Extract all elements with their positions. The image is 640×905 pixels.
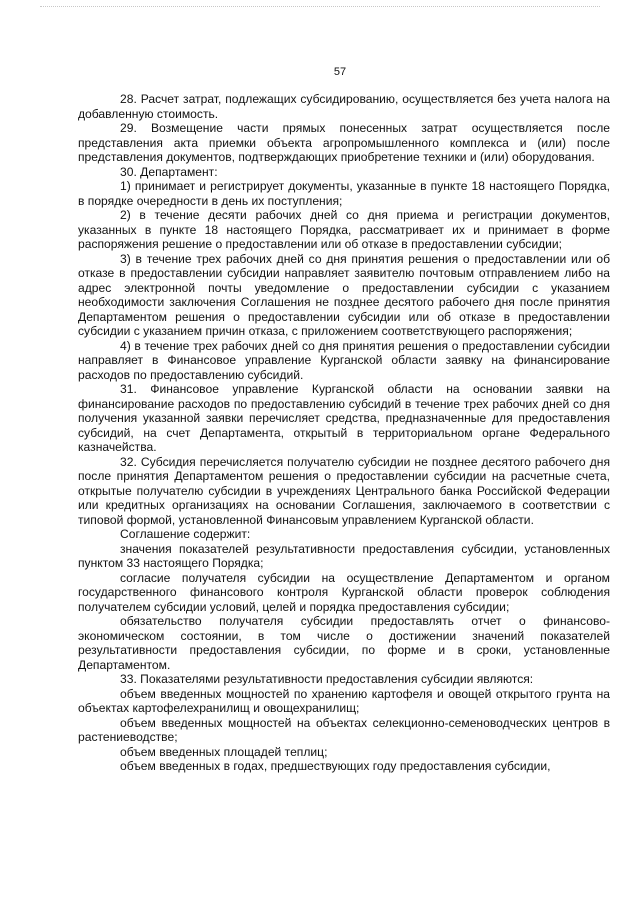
paragraph-30-item-2: 2) в течение десяти рабочих дней со дня приема и регистрации документов, указанных в пункте 18 настоящего Порядка, рассматривает их и принимает в форме распоряжения решение о предоставлении или об отказе в предоставлении субсидии; [78,208,610,251]
paragraph-28: 28. Расчет затрат, подлежащих субсидированию, осуществляется без учета налога на добавленную стоимость. [78,92,610,121]
paragraph-31: 31. Финансовое управление Курганской области на основании заявки на финансирование расходов по предоставлению субсидий в течение трех рабочих дней со дня получения указанной заявки перечисляет средства, предназначенные для предоставления субсидий, на счет Департамента, открытый в территориальном органе Федерального казначейства. [78,382,610,454]
indicator-seed-centers: объем введенных мощностей на объектах селекционно-семеноводческих центров в растениеводстве; [78,715,610,744]
agreement-item-reporting: обязательство получателя субсидии предоставлять отчет о финансово-экономическом состоянии, в том числе о достижении значений показателей результативности предоставления субсидии, по форме и в сроки, установленные Департаментом. [78,614,610,672]
indicator-greenhouse-area: объем введенных площадей теплиц; [120,744,328,759]
paragraph-29: 29. Возмещение части прямых понесенных затрат осуществляется после представления акта приемки объекта агропромышленного комплекса и (или) после представления документов, подтверждающих приобретение техники и (или) оборудования. [78,121,610,164]
indicator-storage-capacity: объем введенных мощностей по хранению картофеля и овощей открытого грунта на объектах картофелехранилищ и овощехранилищ; [78,686,610,715]
paragraph-33: 33. Показателями результативности предоставления субсидии являются: [120,672,534,686]
document-body [78,92,610,774]
paragraph-30-heading: 30. Департамент: [120,164,218,179]
agreement-item-indicators: значения показателей результативности предоставления субсидии, установленных пунктом 33 настоящего Порядка; [78,541,610,570]
agreement-heading: Соглашение содержит: [120,527,251,541]
paragraph-30-item-4: 4) в течение трех рабочих дней со дня принятия решения о предоставлении субсидии направляет в Финансовое управление Курганской области заявку на финансирование расходов по предоставлению субсидий. [78,338,610,382]
paragraph-30-item-1: 1) принимает и регистрирует документы, указанные в пункте 18 настоящего Порядка, в порядке очередности в день их поступления; [78,179,610,208]
agreement-item-consent: согласие получателя субсидии на осуществление Департаментом и органом государственного финансового контроля Курганской области проверок соблюдения получателем субсидии условий, целей и порядка предоставления субсидии; [78,570,610,614]
paragraph-30-item-3: 3) в течение трех рабочих дней со дня принятия решения о предоставлении или об отказе в предоставлении субсидии направляет заявителю почтовым отправлением либо на адрес электронной почты уведомление о предоставлении субсидии с указанием необходимости заключения Соглашения не позднее десятого рабочего дня после принятия Департаментом решения о предоставлении субсидии или об отказе в предоставлении субсидии с указанием причин отказа, с приложением соответствующего распоряжения; [78,251,610,338]
paragraph-32: 32. Субсидия перечисляется получателю субсидии не позднее десятого рабочего дня после принятия Департаментом решения о предоставлении субсидии на расчетные счета, открытые получателю субсидии в учреждениях Центрального банка Российской Федерации или кредитных организациях на основании Соглашения, заключаемого в соответствии с типовой формой, установленной Финансовым управлением Курганской области. [78,454,610,527]
scan-header-rule [40,6,600,7]
indicator-prior-years: объем введенных в годах, предшествующих году предоставления субсидии, [120,759,551,773]
page-number: 57 [333,66,347,78]
